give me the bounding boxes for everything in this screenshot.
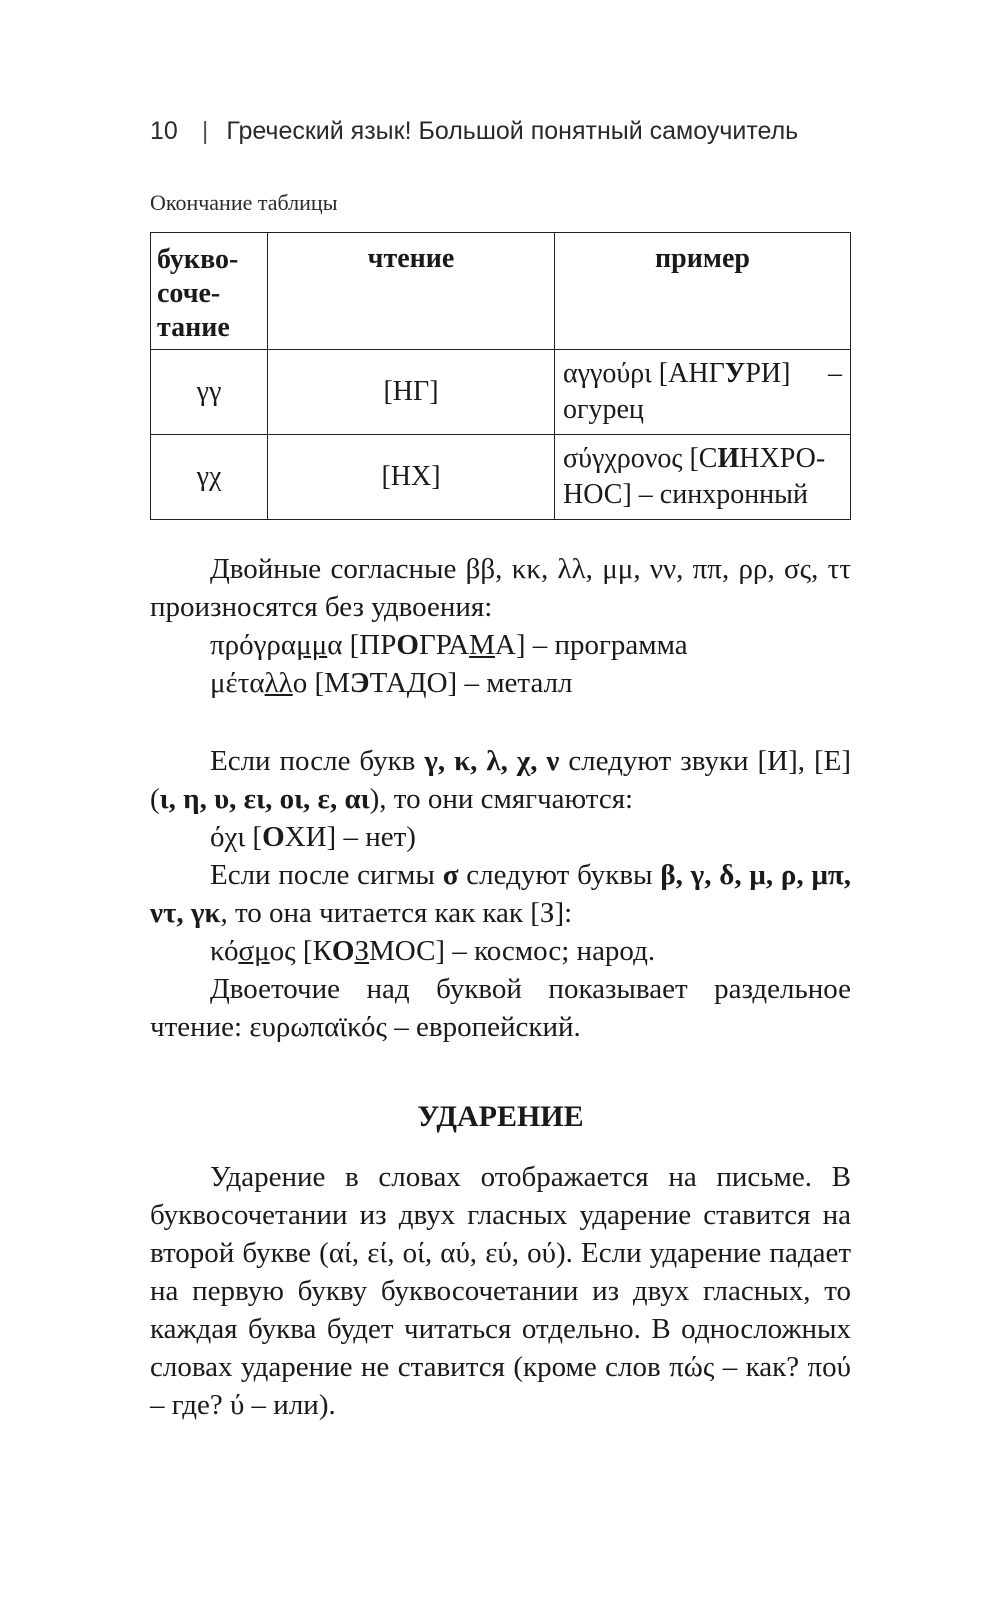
example-line: κόσμος [КОЗМОС] – космос; народ. [210,935,656,967]
example-line: πρόγραμμα [ПРОГРАМА] – программа [210,629,688,661]
table-caption: Окончание таблицы [150,190,338,215]
sigma-rule: Если после сигмы σ следуют буквы β, γ, δ, μ, ρ, μπ, ντ, γκ, то она читается как как [З]: [150,859,852,929]
section-heading: УДАРЕНИЕ [417,1100,584,1133]
table-row [151,350,851,435]
example-translit-cont: НХРО- [739,443,826,474]
stressed-letter: Э [349,667,370,699]
cell-example: σύγχρονος [СИНХРО- НОС] – синхронный [555,435,851,520]
header-line: соче- [157,278,221,309]
stress-section [150,1158,851,1424]
stress-text: Ударение в словах отображается на письме. В буквосочетании из двух гласных ударение ставится на второй букве (αί, εί, οί, αύ, εύ, ού). Если ударение падает на первую букву буквосочетании из двух гласных, то каждая буква будет читаться отдельно. В односложных словах ударение не ставится (кроме слов πώς – как? πού – где? ύ – или). [150,1161,851,1421]
cell-combination: γχ [151,435,268,520]
cell-reading: [НХ] [268,435,555,520]
table-row [151,435,851,520]
stressed-letter: О [262,821,285,853]
letter-combinations-table [150,232,851,520]
page-number: 10 [150,117,178,145]
example-meaning: огурец [563,394,644,425]
diaeresis-rule: Двоеточие над буквой показывает раздельное чтение: ευρωπαϊκός – европейский. [150,973,851,1043]
stressed-letter: О [396,629,419,661]
softening-rule: Если после букв γ, κ, λ, χ, ν следуют звуки [И], [Е] (ι, η, υ, ει, οι, ε, αι), то они смягчаются: [150,745,851,815]
stressed-letter: У [724,358,746,389]
table-header-row [151,233,851,350]
cell-reading: [НГ] [268,350,555,435]
cell-combination: γγ [151,350,268,435]
running-header [150,117,798,146]
header-combination [151,233,268,350]
header-reading: чтение [268,233,555,350]
header-line: букво- [157,244,239,275]
example-line: όχι [ОХИ] – нет) [210,821,416,853]
header-separator: | [201,117,209,145]
double-consonants-text: Двойные согласные ββ, κκ, λλ, μμ, νν, ππ, ρρ, σς, ττ произносятся без удвоения: [150,553,851,623]
header-line: тание [157,312,230,343]
stressed-letter: О [331,935,355,967]
cell-example: αγγούρι [АНГУРИ] – огурец [555,350,851,435]
stressed-letter: И [717,443,740,474]
book-title: Греческий язык! Большой понятный самоучитель [226,117,799,145]
rules-block [150,742,851,1046]
double-consonants-block [150,550,851,702]
header-example: пример [555,233,851,350]
example-line: μέταλλο [МЭТАДО] – металл [210,667,573,699]
